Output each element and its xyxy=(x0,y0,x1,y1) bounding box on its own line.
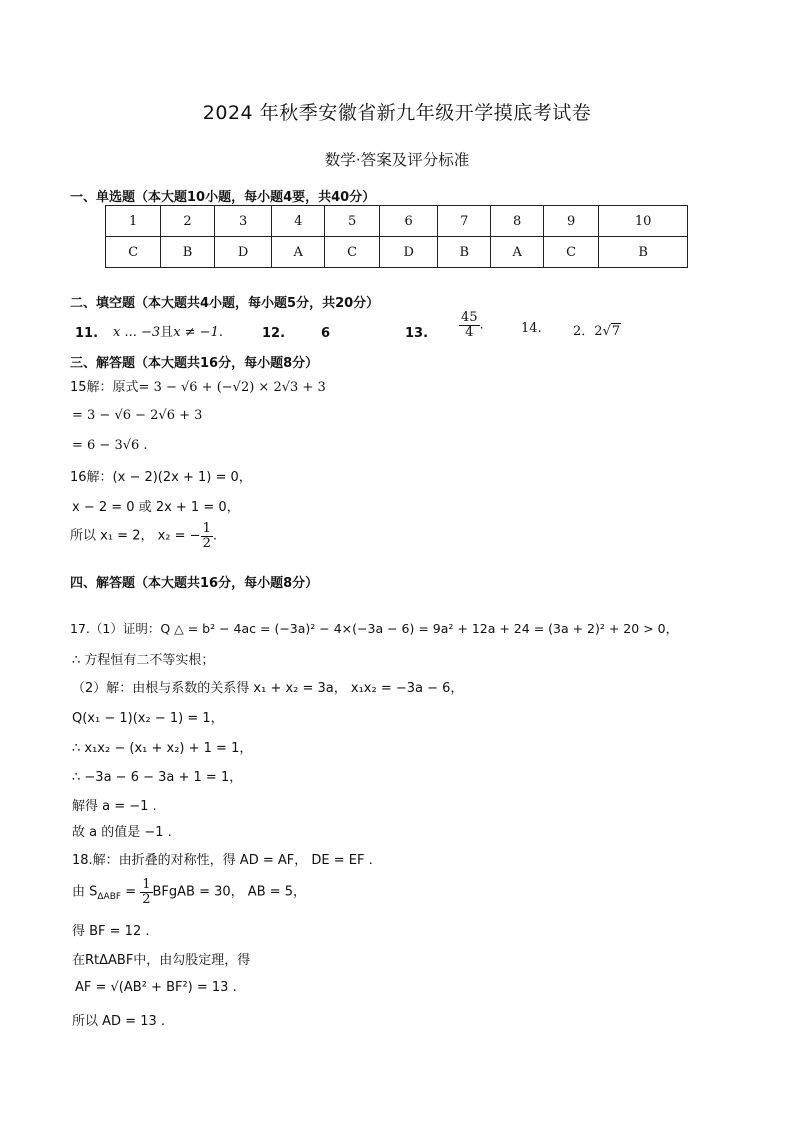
answer-cell: B xyxy=(599,237,688,268)
q13-answer xyxy=(459,311,484,339)
q18-line3: 得 BF = 12 . xyxy=(72,924,150,939)
q18-line2 xyxy=(72,878,306,906)
q14-number: 14. xyxy=(521,321,542,336)
q18-line1: 18.解：由折叠的对称性，得 AD = AF， DE = EF . xyxy=(72,853,373,868)
q16-frac-num: 1 xyxy=(202,521,211,536)
question-number-cell: 3 xyxy=(214,206,272,237)
question-number-cell: 4 xyxy=(272,206,325,237)
question-number-cell: 2 xyxy=(161,206,214,237)
q15-line1 xyxy=(70,376,326,395)
q17-line2: ∴ 方程恒有二不等实根； xyxy=(72,653,215,668)
q13-numerator: 45 xyxy=(461,310,478,325)
answer-cell: A xyxy=(272,237,325,268)
q11-end: . xyxy=(218,325,223,340)
q18-line5: AF = √(AB² + BF²) = 13 . xyxy=(75,980,237,995)
q12-answer: 6 xyxy=(321,326,331,341)
q17-line8: 故 a 的值是 −1 . xyxy=(72,825,172,840)
question-number-cell: 10 xyxy=(599,206,688,237)
q15-line2: = 3 − √6 − 2√6 + 3 xyxy=(72,408,203,423)
q15-expression: = 3 − √6 + (−√2) × 2√3 + 3 xyxy=(138,380,326,395)
answer-cell: D xyxy=(380,237,438,268)
answer-cell: B xyxy=(438,237,491,268)
answer-cell: C xyxy=(106,237,161,268)
q16-line3-pre: 所以 x₁ = 2， x₂ = − xyxy=(70,528,201,544)
answer-table xyxy=(105,205,688,268)
answer-cell: C xyxy=(543,237,598,268)
page-title: 2024 年秋季安徽省新九年级开学摸底考试卷 xyxy=(202,102,592,124)
answer-cell: D xyxy=(214,237,272,268)
q17-line5: ∴ x₁x₂ − (x₁ + x₂) + 1 = 1， xyxy=(72,741,253,756)
q16-line3 xyxy=(70,522,217,550)
q17-line7: 解得 a = −1 . xyxy=(72,799,157,814)
q18-line6: 所以 AD = 13 . xyxy=(72,1014,165,1029)
q14-answer-2-coef: 2 xyxy=(594,324,603,339)
q14-answer-1: 2 xyxy=(573,324,582,339)
q11-answer-part2: x ≠ −1 xyxy=(173,325,219,340)
q11-number: 11. xyxy=(75,326,99,341)
q14-answer: 2．2√7 xyxy=(573,324,621,339)
answer-cell: C xyxy=(324,237,379,268)
q16-line3-end: . xyxy=(212,528,217,544)
question-number-cell: 9 xyxy=(543,206,598,237)
answer-table-answer-row xyxy=(106,237,688,268)
question-number-cell: 1 xyxy=(106,206,161,237)
q15-line3: = 6 − 3√6 . xyxy=(72,438,148,453)
section2-heading: 二、填空题（本大题共4小题，每小题5分，共20分） xyxy=(70,296,380,311)
answer-table-header-row xyxy=(106,206,688,237)
question-number-cell: 8 xyxy=(491,206,544,237)
q16-frac-den: 2 xyxy=(202,535,211,551)
q12-number: 12. xyxy=(262,326,286,341)
q18-line2-sub: ΔABF xyxy=(97,892,122,903)
section3-heading: 三、解答题（本大题共16分，每小题8分） xyxy=(70,356,319,371)
q18-frac-num: 1 xyxy=(142,877,151,892)
question-number-cell: 6 xyxy=(380,206,438,237)
answer-cell: A xyxy=(491,237,544,268)
q13-denominator: 4 xyxy=(465,324,474,340)
q18-frac-den: 2 xyxy=(142,891,151,907)
q17-line4: Q(x₁ − 1)(x₂ − 1) = 1， xyxy=(72,711,224,726)
q14-separator: ． xyxy=(581,324,595,339)
question-number-cell: 7 xyxy=(438,206,491,237)
q16-line2: x − 2 = 0 或 2x + 1 = 0， xyxy=(72,500,240,515)
q18-line4: 在RtΔABF中，由勾股定理，得 xyxy=(72,953,251,968)
q15-label: 15解：原式 xyxy=(70,380,139,395)
q18-line2-pre: 由 S xyxy=(72,884,98,900)
q18-line2-eq: = xyxy=(121,884,141,900)
section4-heading: 四、解答题（本大题共16分，每小题8分） xyxy=(70,576,319,591)
section1-heading: 一、单选题（本大题10小题，每小题4要，共40分） xyxy=(70,190,376,205)
q13-number: 13. xyxy=(405,326,429,341)
q16-line1: 16解：(x − 2)(2x + 1) = 0， xyxy=(70,470,252,485)
answer-cell: B xyxy=(161,237,214,268)
q11-answer-part1: x ... −3 xyxy=(113,325,161,340)
q18-line2-post: BFgAB = 30， AB = 5， xyxy=(152,884,307,900)
page-subtitle: 数学·答案及评分标准 xyxy=(324,151,470,169)
q17-line1: 17.（1）证明：Q △ = b² − 4ac = (−3a)² − 4×(−3a − 6) = 9a² + 12a + 24 = (3a + 2)² + 20 > 0， xyxy=(70,621,679,636)
q17-line3: （2）解：由根与系数的关系得 x₁ + x₂ = 3a， x₁x₂ = −3a − 6， xyxy=(72,681,464,696)
q11-answer xyxy=(113,321,223,340)
q14-answer-2-radicand: 7 xyxy=(611,324,621,339)
q11-and: 且 xyxy=(160,325,174,340)
q17-line6: ∴ −3a − 6 − 3a + 1 = 1， xyxy=(72,770,243,785)
question-number-cell: 5 xyxy=(324,206,379,237)
q13-end: . xyxy=(479,317,484,333)
